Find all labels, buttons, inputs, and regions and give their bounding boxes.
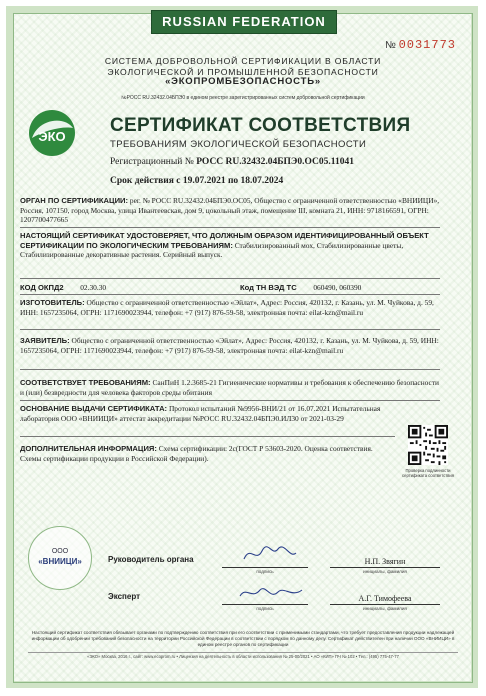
serial-number: [385, 38, 456, 52]
organ-text: рег. № РОСС RU.32432.04БПЭ0.ОС05, Общество с ограниченной ответственностью «ВНИИЦИ», Россия, 107150, город Москва, улица Ивантеевская, дом 9, цокольный этаж, помещение III, комната 21, ИНН: 9718166591, ОГРН: 1207700477665: [20, 196, 440, 225]
head-role: Руководитель органа: [108, 555, 194, 564]
object-text: Стабилизированный мох, Стабилизированные цветы, Стабилизированные декоративные растения. Серийный выпуск.: [20, 240, 404, 260]
divider: [20, 278, 440, 279]
organ-label: ОРГАН ПО СЕРТИФИКАЦИИ:: [20, 196, 129, 205]
country-banner: RUSSIAN FEDERATION: [151, 10, 337, 34]
footer-note: Настоящий сертификат соответствия обязывает органами по подтверждению соответствия при его соответствии с применимыми стандартами, что требует предоставления продукции надлежащей информации об одобрении требований безопасности на территории Российской Федерации в соответствии с порядком по данному делу. Сертификат действителен при наличии ООО «ВНИИЦИ» в едином реестре органов по сертификации: [31, 630, 455, 647]
head-name: Н.П. Звягин: [364, 557, 406, 566]
object-label: НАСТОЯЩИЙ СЕРТИФИКАТ УДОСТОВЕРЯЕТ, ЧТО ДОЛЖНЫМ ОБРАЗОМ ИДЕНТИФИЦИРОВАННЫЙ ОБЪЕКТ СЕРТИФИКАЦИИ ПО ЭКОЛОГИЧЕСКИМ ТРЕБОВАНИЯМ:: [20, 231, 429, 250]
maker-section: [20, 298, 440, 317]
qr-caption: Проверка подлинности сертификата соответствия: [402, 468, 454, 478]
divider: [20, 400, 440, 401]
applicant-text: Общество с ограниченной ответственностью «Эйлат», Адрес: Россия, 420132, г. Казань, ул. М. Чуйкова, д. 59, ИНН: 1657235064, ОГРН: 1171690023944, телефон: +7 (917) 876-59-58, электронная почта: eilat-kzn@mail.ru: [20, 336, 439, 355]
reg-label: Регистрационный №: [110, 157, 194, 167]
reg-value: РОСС RU.32432.04БПЭ0.ОС05.11041: [196, 157, 354, 167]
tnved-value: 060490, 060390: [313, 283, 362, 292]
divider: [20, 294, 440, 295]
expert-sign-line: [222, 604, 308, 605]
expert-signature: [236, 582, 306, 604]
divider: [20, 329, 440, 330]
extra-info-section: [20, 444, 395, 463]
expert-name-line: [330, 604, 440, 605]
tnved-label: Код ТН ВЭД ТС: [240, 283, 297, 292]
footer-band: «ЭКО» Москва, 2016 г., сайт: www.ecoprom.ru • Лицензия на деятельность в области использования № 25-00/2021 • АО «КИП» ПЧ № 102 • Тел.: (495) 775-47-77: [28, 652, 458, 661]
okpd-label: КОД ОКПД2: [20, 283, 64, 292]
system-line-1: СИСТЕМА ДОБРОВОЛЬНОЙ СЕРТИФИКАЦИИ В ОБЛАСТИ: [104, 56, 382, 66]
head-sign-line: [222, 567, 308, 568]
expert-role: Эксперт: [108, 592, 141, 601]
divider: [20, 227, 440, 228]
maker-text: Общество с ограниченной ответственностью «Эйлат», Адрес: Россия, 420132, г. Казань, ул. М. Чуйкова, д. 59, ИНН: 1657235064, ОГРН: 1171690023944, телефон: +7 (917) 876-59-58, электронная почта: eilat-kzn@mail.ru: [20, 298, 434, 317]
extra-text: Схема сертификации: 2с(ГОСТ Р 53603-2020. Оценка соответствия. Схемы сертификации продукции в Российской Федерации).: [20, 444, 373, 463]
eco-leaf-logo-icon: [27, 108, 77, 158]
divider: [20, 369, 440, 370]
head-name-line: [330, 567, 440, 568]
okpd-code: [20, 283, 106, 292]
divider: [20, 436, 395, 437]
extra-label: ДОПОЛНИТЕЛЬНАЯ ИНФОРМАЦИЯ:: [20, 444, 157, 453]
basis-section: [20, 404, 395, 423]
serial-prefix: №: [385, 40, 396, 51]
certificate-subtitle: ТРЕБОВАНИЯМ ЭКОЛОГИЧЕСКОЙ БЕЗОПАСНОСТИ: [110, 139, 367, 150]
okpd-value: 02.30.30: [80, 283, 107, 292]
conforms-section: [20, 378, 440, 397]
tnved-code: [240, 283, 361, 292]
basis-label: ОСНОВАНИЕ ВЫДАЧИ СЕРТИФИКАТА:: [20, 404, 168, 413]
certification-system: [30, 56, 456, 88]
conforms-label: СООТВЕТСТВУЕТ ТРЕБОВАНИЯМ:: [20, 378, 151, 387]
object-section: [20, 231, 440, 260]
serial-value: 0031773: [398, 38, 456, 52]
head-name-caption: инициалы, фамилия: [363, 569, 407, 574]
expert-name: А.Г. Тимофеева: [358, 594, 412, 603]
seal-prefix: ООО: [51, 548, 69, 555]
expert-sign-caption: подпись: [256, 606, 274, 611]
applicant-section: [20, 336, 440, 355]
seal-brand: «ВНИИЦИ»: [38, 557, 82, 566]
applicant-label: ЗАЯВИТЕЛЬ:: [20, 336, 70, 345]
validity-period: Срок действия с 19.07.2021 по 18.07.2024: [110, 176, 284, 186]
basis-text: Протокол испытаний №9956-ВНИ/21 от 16.07.2021 Испытательная лаборатория ООО «ВНИИЦИ» аттестат аккредитации №РОСС RU.32432.04БПЭ0.ИЛ30 от 2021-03-29: [20, 404, 381, 423]
registration-number: [110, 157, 354, 167]
head-sign-caption: подпись: [256, 569, 274, 574]
logo-text: ЭКО: [38, 129, 66, 144]
registry-note: №РОСС RU.32432.04БПЭ0 в едином реестре зарегистрированных систем добровольной сертификации: [121, 95, 365, 101]
maker-label: ИЗГОТОВИТЕЛЬ:: [20, 298, 85, 307]
head-signature: [240, 543, 300, 565]
expert-name-caption: инициалы, фамилия: [363, 606, 407, 611]
conforms-text: СанПиН 1.2.3685-21 Гигиенические нормативы и требования к обеспечению безопасности и (или) безвредности для человека факторов среды обитания: [20, 378, 440, 397]
system-line-2: ЭКОЛОГИЧЕСКОЙ И ПРОМЫШЛЕННОЙ БЕЗОПАСНОСТИ: [107, 66, 379, 77]
certificate-title: СЕРТИФИКАТ СООТВЕТСТВИЯ: [110, 115, 411, 136]
organ-section: [20, 196, 440, 225]
qr-code-icon[interactable]: [408, 425, 448, 465]
system-name: «ЭКОПРОМБЕЗОПАСНОСТЬ»: [165, 76, 321, 87]
